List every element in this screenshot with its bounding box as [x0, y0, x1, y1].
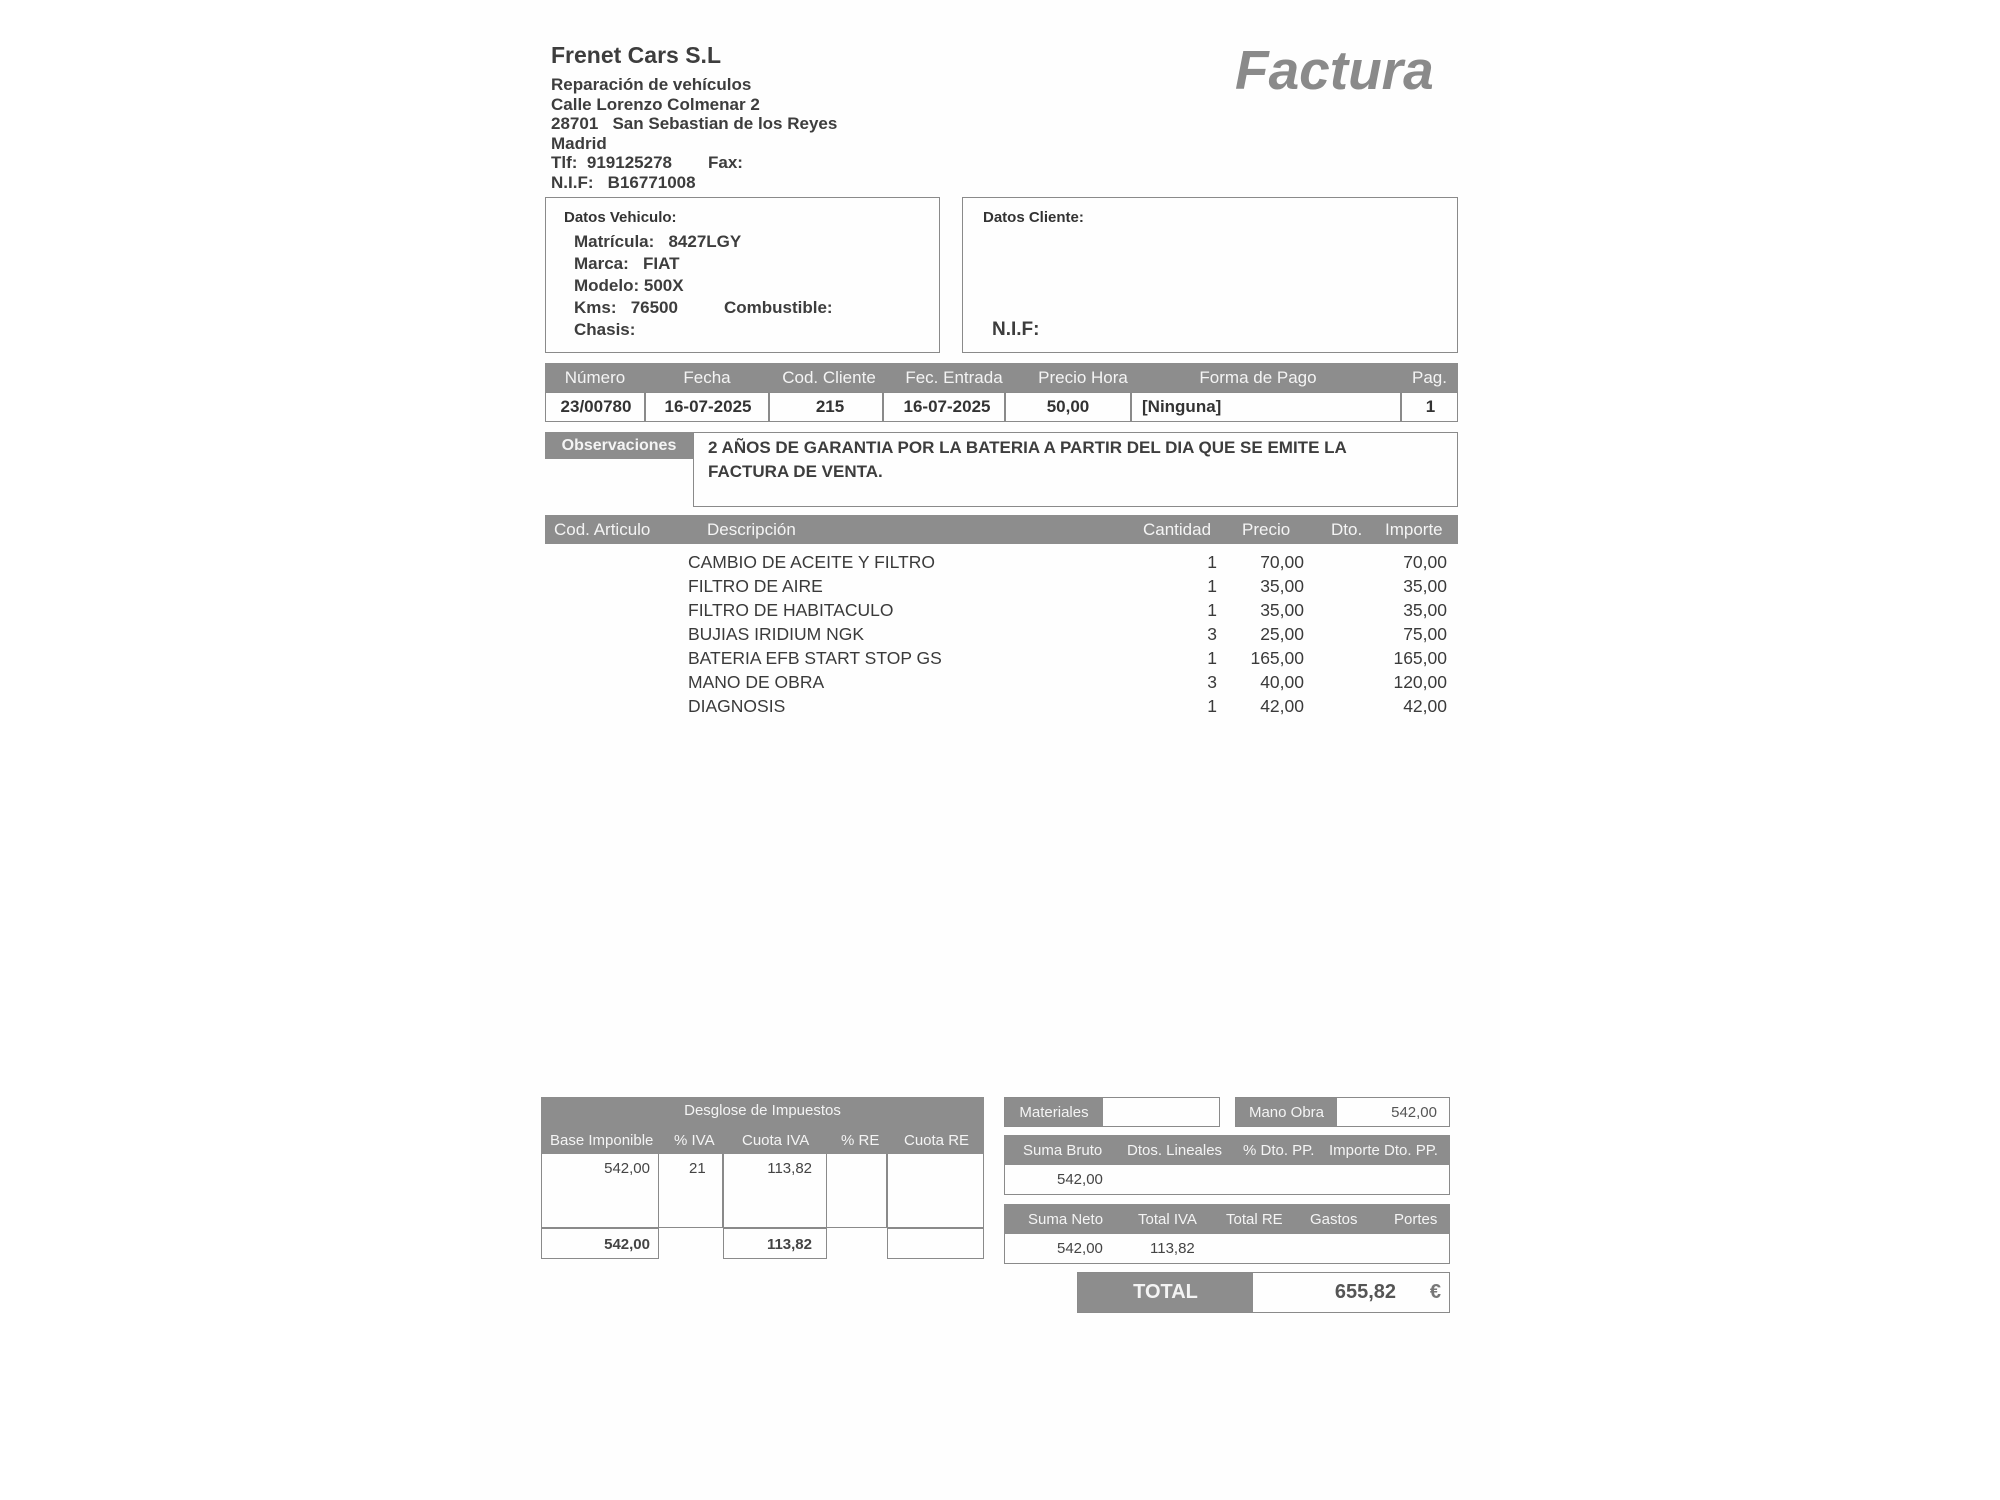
- net-sum-value: 542,00: [1057, 1240, 1103, 1257]
- company-city-line: [551, 114, 837, 134]
- tax-header-iva-pct: % IVA: [674, 1132, 715, 1149]
- tax-body: [541, 1154, 984, 1259]
- company-city: San Sebastian de los Reyes: [612, 114, 838, 133]
- entry-date: 16-07-2025: [903, 397, 991, 416]
- vehicle-plate-line: Matrícula: 8427LGY: [574, 232, 742, 251]
- observations-text: 2 AÑOS DE GARANTIA POR LA BATERIA A PARTIR DEL DIA QUE SE EMITE LA FACTURA DE VENTA.: [708, 438, 1347, 481]
- company-phone: 919125278: [586, 153, 672, 172]
- total-label: TOTAL: [1078, 1273, 1253, 1312]
- company-nif: B16771008: [607, 172, 696, 192]
- header-page: Pag.: [1412, 367, 1447, 387]
- items-header-amount: Importe: [1385, 520, 1443, 539]
- list-item: DIAGNOSIS 1 42,00 42,00: [688, 696, 1447, 716]
- total-value: 655,82: [1334, 1281, 1396, 1303]
- list-item: BUJIAS IRIDIUM NGK 3 25,00 75,00: [688, 624, 1447, 644]
- tax-iva-amount: 113,82: [767, 1160, 812, 1177]
- observations-box: [693, 432, 1458, 507]
- tax-base: 542,00: [604, 1160, 650, 1177]
- total-box: [1077, 1272, 1450, 1313]
- gross-header-pp-amount: Importe Dto. PP.: [1329, 1142, 1438, 1159]
- header-date: Fecha: [683, 367, 731, 387]
- header-payment-method: Forma de Pago: [1199, 367, 1317, 387]
- gross-sum-value: 542,00: [1057, 1171, 1103, 1188]
- items-header-discount: Dto.: [1331, 520, 1363, 539]
- company-nif-line: N.I.F: B16771008: [551, 172, 696, 192]
- document-title: Factura: [1235, 39, 1434, 101]
- gross-header-line-discounts: Dtos. Lineales: [1127, 1142, 1223, 1159]
- invoice-info-values: [545, 392, 1458, 422]
- list-item: FILTRO DE HABITACULO 1 35,00 35,00: [688, 600, 1447, 620]
- items-header-quantity: Cantidad: [1143, 520, 1212, 539]
- vehicle-plate: 8427LGY: [668, 232, 742, 251]
- company-activity: Reparación de vehículos: [551, 75, 752, 94]
- invoice-date: 16-07-2025: [664, 397, 752, 416]
- vehicle-brand: FIAT: [642, 254, 680, 273]
- labor-value: 542,00: [1391, 1104, 1437, 1121]
- net-header: [1004, 1204, 1450, 1234]
- labor-box: [1235, 1097, 1450, 1127]
- items-header-code: Cod. Articulo: [554, 520, 651, 539]
- net-values: [1004, 1234, 1450, 1264]
- items-header-description: Descripción: [707, 520, 796, 539]
- tax-header: [541, 1097, 984, 1154]
- header-hour-price: Precio Hora: [1038, 367, 1128, 387]
- header-number: Número: [564, 367, 626, 387]
- page-number: 1: [1425, 397, 1436, 416]
- items-header-price: Precio: [1242, 520, 1291, 539]
- gross-header-pp-pct: % Dto. PP.: [1243, 1142, 1315, 1159]
- net-header-shipping: Portes: [1394, 1211, 1438, 1228]
- list-item: BATERIA EFB START STOP GS 1 165,00 165,00: [688, 648, 1447, 668]
- header-client-code: Cod. Cliente: [782, 367, 876, 387]
- vehicle-model: 500X: [643, 276, 684, 295]
- client-heading: Datos Cliente:: [983, 209, 1084, 226]
- tax-total-base: 542,00: [604, 1236, 650, 1253]
- header-entry-date: Fec. Entrada: [905, 367, 1003, 387]
- invoice-number: 23/00780: [560, 397, 632, 416]
- tax-header-re-pct: % RE: [841, 1132, 880, 1149]
- net-header-sum: Suma Neto: [1028, 1211, 1104, 1228]
- invoice-info-header: [545, 363, 1458, 392]
- company-postal-code: 28701: [551, 114, 599, 133]
- hour-price: 50,00: [1046, 397, 1090, 416]
- tax-header-re-amount: Cuota RE: [904, 1132, 970, 1149]
- materials-box: [1004, 1097, 1220, 1127]
- items-header: [545, 515, 1458, 544]
- vehicle-chassis-label: Chasis:: [574, 320, 636, 339]
- gross-header: [1004, 1135, 1450, 1165]
- vehicle-heading: Datos Vehiculo:: [564, 209, 677, 226]
- items-list: [545, 552, 1458, 727]
- list-item: CAMBIO DE ACEITE Y FILTRO 1 70,00 70,00: [688, 552, 1447, 572]
- net-header-total-re: Total RE: [1226, 1211, 1283, 1228]
- vehicle-data-box: [545, 197, 940, 353]
- payment-method: [Ninguna]: [1142, 397, 1222, 416]
- total-iva-value: 113,82: [1150, 1240, 1195, 1257]
- tax-header-base: Base Imponible: [550, 1132, 654, 1149]
- gross-block: [1004, 1135, 1450, 1195]
- company-fax-label: Fax:: [707, 153, 743, 172]
- vehicle-kms: 76500: [630, 298, 678, 317]
- company-phone-line: Tlf: 919125278 Fax:: [551, 153, 743, 172]
- materials-label: Materiales: [1005, 1098, 1103, 1126]
- net-block: [1004, 1204, 1450, 1264]
- net-header-expenses: Gastos: [1310, 1211, 1358, 1228]
- client-code: 215: [815, 397, 845, 416]
- vehicle-fuel-label: Combustible:: [723, 298, 833, 317]
- gross-header-sum: Suma Bruto: [1023, 1142, 1103, 1159]
- vehicle-model-line: Modelo: 500X: [574, 276, 684, 295]
- currency-symbol: €: [1429, 1281, 1441, 1303]
- labor-label: Mano Obra: [1236, 1098, 1337, 1126]
- company-name: Frenet Cars S.L: [551, 42, 721, 68]
- company-details: [551, 75, 837, 192]
- vehicle-brand-line: Marca: FIAT: [574, 254, 680, 273]
- client-nif-label: N.I.F:: [992, 319, 1040, 340]
- net-header-total-iva: Total IVA: [1138, 1211, 1197, 1228]
- company-province: Madrid: [551, 133, 607, 153]
- observations-label: Observaciones: [545, 432, 693, 459]
- tax-total-iva: 113,82: [766, 1236, 812, 1253]
- company-address: Calle Lorenzo Colmenar 2: [551, 94, 760, 114]
- tax-header-iva-amount: Cuota IVA: [742, 1132, 810, 1149]
- list-item: MANO DE OBRA 3 40,00 120,00: [688, 672, 1447, 692]
- vehicle-fields: [574, 231, 833, 341]
- client-data-box: [962, 197, 1458, 353]
- list-item: FILTRO DE AIRE 1 35,00 35,00: [688, 576, 1447, 596]
- tax-breakdown: [541, 1097, 984, 1259]
- tax-iva-pct: 21: [689, 1160, 706, 1177]
- tax-title: Desglose de Impuestos: [684, 1102, 841, 1119]
- gross-values: [1004, 1165, 1450, 1195]
- vehicle-kms-line: Kms: 76500 Combustible:: [574, 298, 833, 317]
